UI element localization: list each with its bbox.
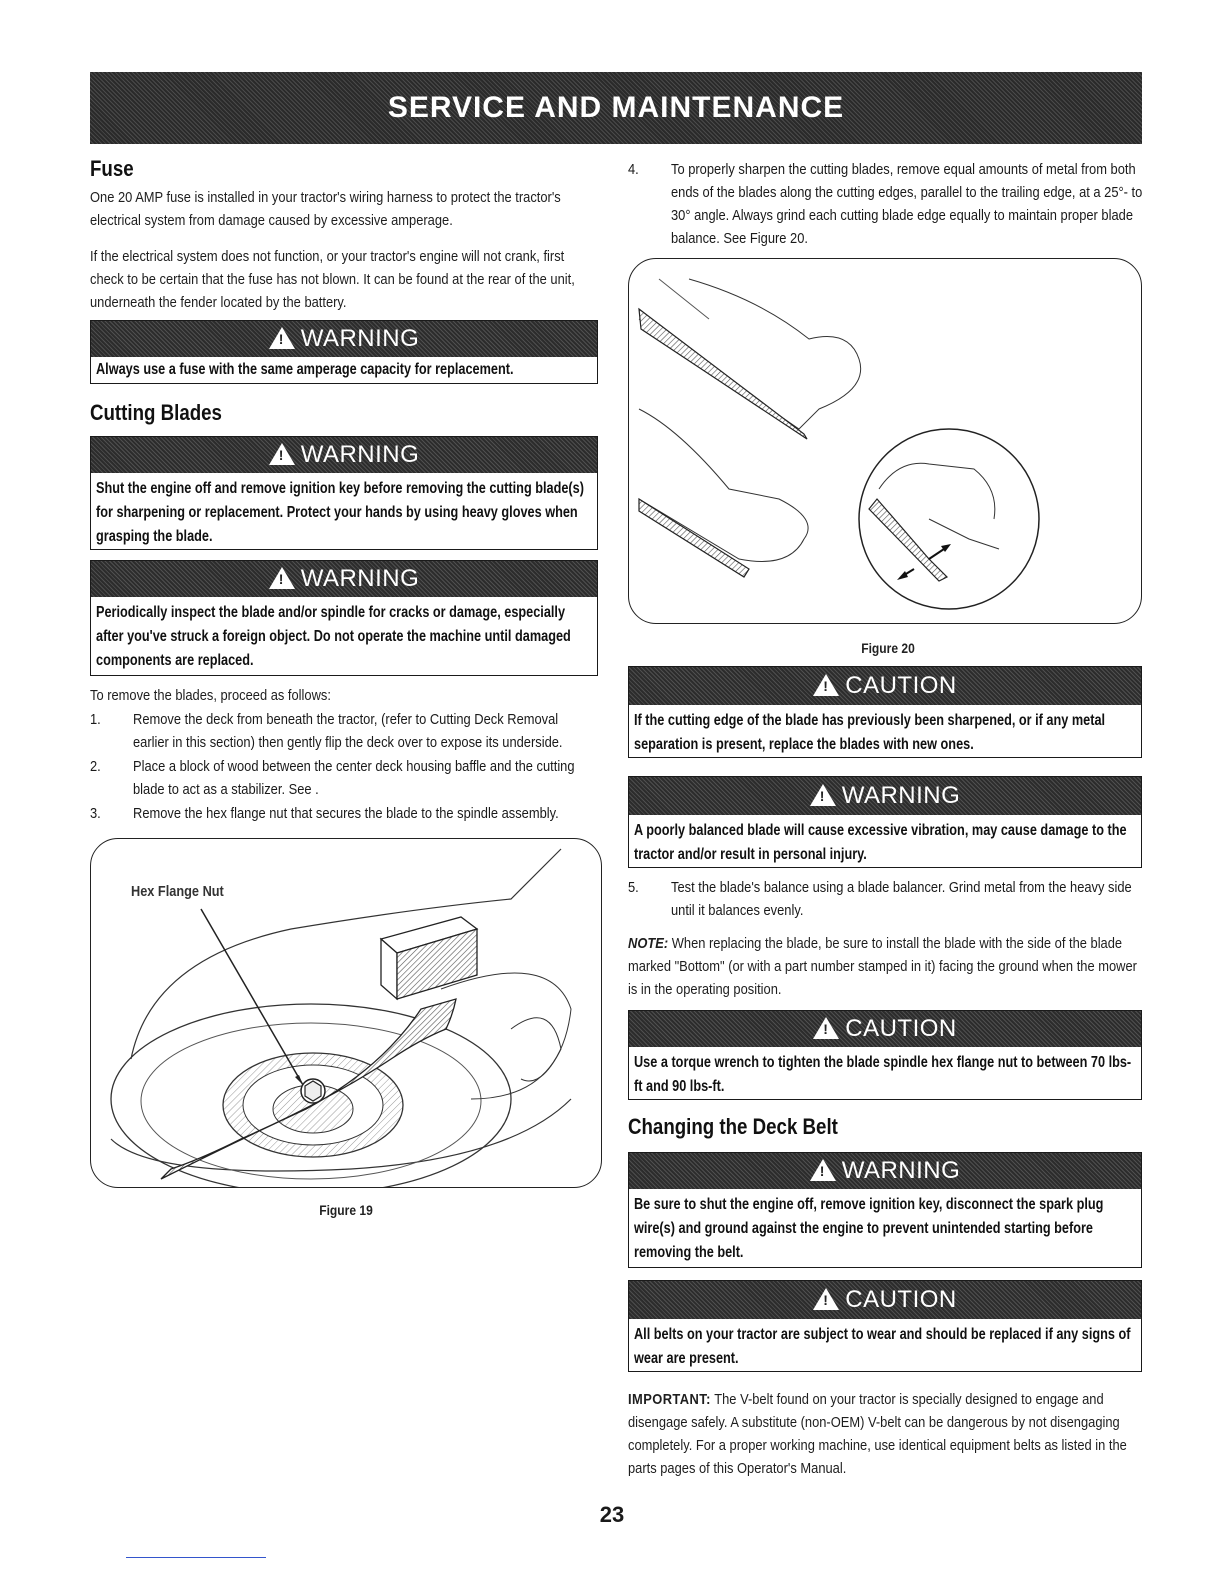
list-item: 4. To properly sharpen the cutting blades, remove equal amounts of metal from both ends of the blades along the cutting edges, parallel to the trailing edge, at a 25°- to 30° angle. Always grind each cutting blade edge equally to maintain proper blade balance. See Figure 20. [628,161,1143,247]
blade-removal-intro: To remove the blades, proceed as follows: [90,687,331,704]
list-item: 3. Remove the hex flange nut that secures the blade to the spindle assembly. [90,805,559,822]
fuse-heading: Fuse [90,156,134,181]
caution-text: If the cutting edge of the blade has previously been sharpened, or if any metal separation is present, replace the blades with new ones. [634,712,1106,753]
warning-triangle-icon [269,567,295,589]
belt-caution-box [628,1280,1142,1372]
belt-warning-box [628,1152,1142,1268]
warning-header: ! WARNING [629,777,1141,815]
fuse-warning-box [90,320,598,384]
warning-triangle-icon [810,784,836,806]
caution-header: ! CAUTION [629,667,1141,705]
footer-line [126,1557,266,1558]
note-paragraph [628,932,1144,1001]
section-header [90,72,1142,144]
list-item: 1. Remove the deck from beneath the tractor, (refer to Cutting Deck Removal earlier in this section) then gently flip the deck over to expose its underside. [90,711,563,751]
important-label: IMPORTANT: [628,1391,711,1408]
fuse-paragraph-2: If the electrical system does not function, or your tractor's engine will not crank, first check to be certain that the fuse has not blown. It can be found at the rear of the unit, underneath the fender located by the battery. [90,248,575,311]
hex-flange-nut-label: Hex Flange Nut [131,883,224,900]
warning-header: ! WARNING [629,1153,1141,1189]
figure-20-caption: Figure 20 [861,640,915,656]
blade-caution-box-2 [628,1010,1142,1100]
warning-header: ! WARNING [91,437,597,473]
blade-warning-box-2 [90,560,598,676]
section-title: SERVICE AND MAINTENANCE [387,91,845,124]
list-item: 2. Place a block of wood between the center deck housing baffle and the cutting blade to act as a stabilizer. See . [90,758,575,798]
note-label: NOTE: [628,935,669,952]
warning-triangle-icon [810,1159,836,1181]
warning-header: ! WARNING [91,561,597,597]
list-item: 5. Test the blade's balance using a blade balancer. Grind metal from the heavy side until it balances evenly. [628,879,1132,919]
warning-triangle-icon [269,443,295,465]
caution-header: ! CAUTION [629,1281,1141,1319]
figure-19-caption: Figure 19 [319,1202,373,1218]
blade-warning-box-1 [90,436,598,550]
warning-text: Periodically inspect the blade and/or spindle for cracks or damage, especially after you've struck a foreign object. Do not operate the machine until damaged components are replaced. [96,604,571,669]
figure-20 [628,258,1142,624]
blade-sharpening-illustration [629,259,1142,624]
figure-19 [90,838,602,1188]
warning-text: Be sure to shut the engine off, remove ignition key, disconnect the spark plug wire(s) and ground against the engine to prevent unintended starting before removing the belt. [634,1196,1104,1261]
warning-text: A poorly balanced blade will cause excessive vibration, may cause damage to the tractor and/or result in personal injury. [634,822,1127,863]
caution-header: ! CAUTION [629,1011,1141,1047]
important-text: The V-belt found on your tractor is specially designed to engage and disengage safely. A substitute (non-OEM) V-belt can be dangerous by not disengaging completely. For a proper working machine, use identical equipment belts as listed in the parts pages of this Operator's Manual. [628,1391,1127,1477]
blade-warning-box-3 [628,776,1142,868]
warning-triangle-icon [269,327,295,349]
cutting-blades-heading: Cutting Blades [90,400,222,425]
blade-caution-box-1 [628,666,1142,758]
deck-belt-heading: Changing the Deck Belt [628,1114,838,1139]
caution-triangle-icon [813,674,839,696]
fuse-paragraph-1: One 20 AMP fuse is installed in your tractor's wiring harness to protect the tractor's electrical system from damage caused by excessive amperage. [90,189,561,229]
caution-text: Use a torque wrench to tighten the blade spindle hex flange nut to between 70 lbs-ft and 90 lbs-ft. [634,1054,1132,1095]
warning-text: Always use a fuse with the same amperage capacity for replacement. [96,361,514,378]
caution-triangle-icon [813,1017,839,1039]
note-text: When replacing the blade, be sure to install the blade with the side of the blade marked "Bottom" (or with a part number stamped in it) facing the ground when the mower is in the operating position. [628,935,1137,998]
important-paragraph [628,1388,1144,1480]
caution-triangle-icon [813,1288,839,1310]
warning-header: ! WARNING [91,321,597,357]
page-number: 23 [599,1502,625,1527]
warning-text: Shut the engine off and remove ignition key before removing the cutting blade(s) for sharpening or replacement. Protect your hands by using heavy gloves when grasping the blade. [96,480,584,545]
caution-text: All belts on your tractor are subject to wear and should be replaced if any signs of wear are present. [634,1326,1131,1367]
